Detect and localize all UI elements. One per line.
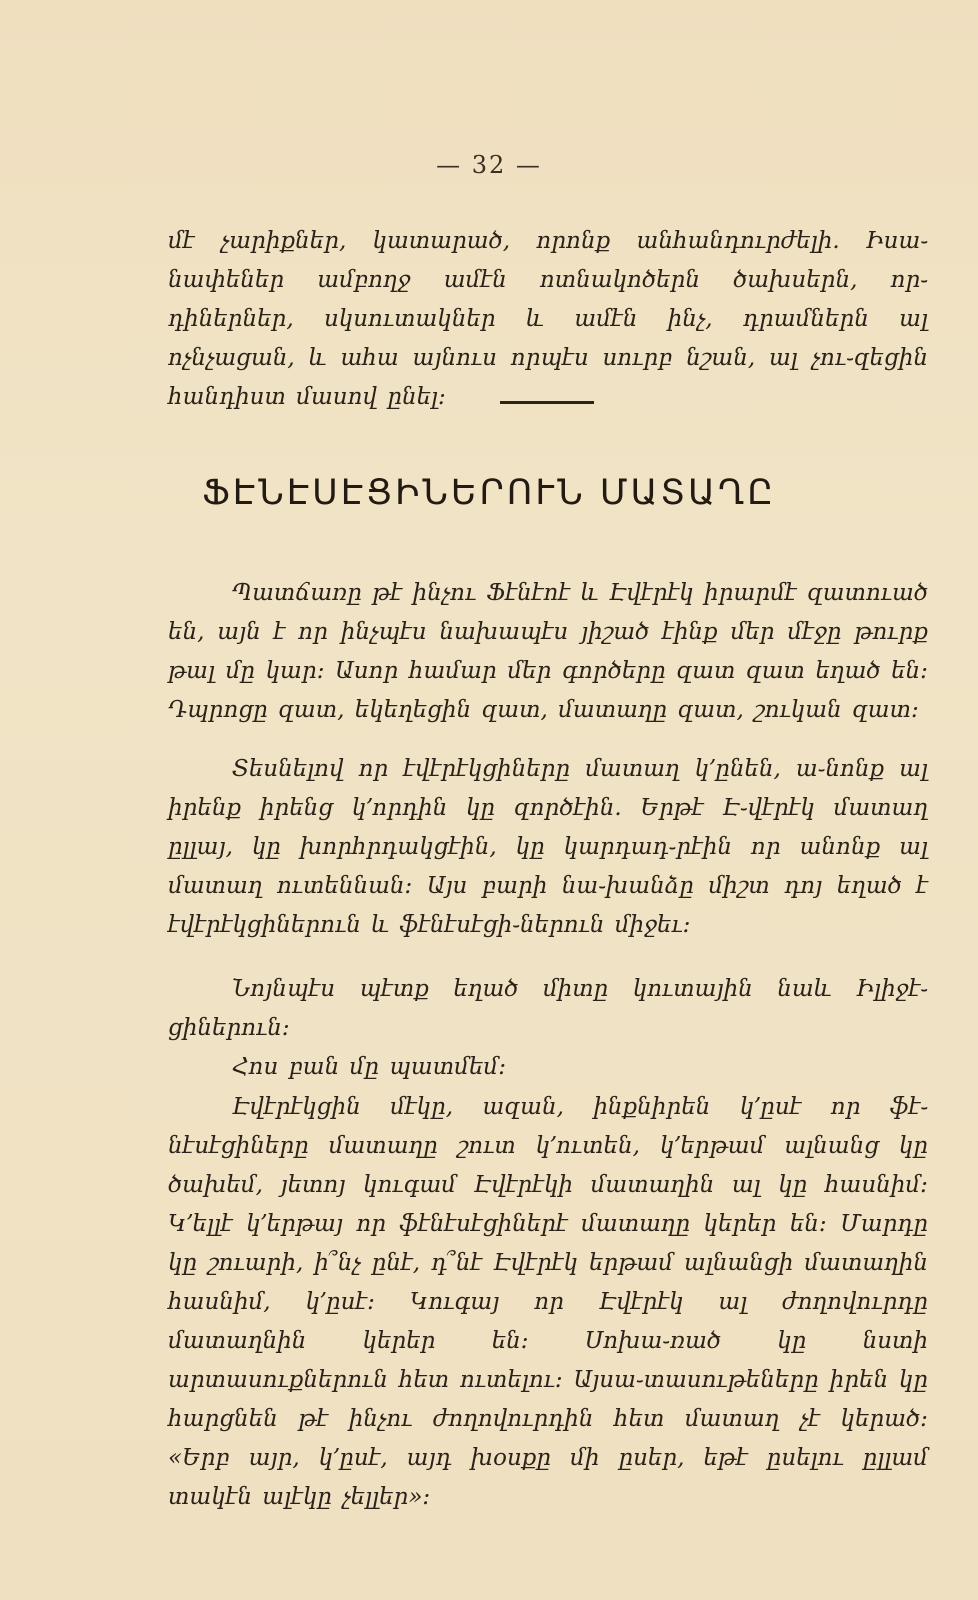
- section-divider: [500, 401, 594, 404]
- paragraph-4: Հոս բան մը պատմեմ։: [232, 1054, 507, 1080]
- section-heading: ՖԷՆԷՍԷՑԻՆԵՐՈՒՆ ՄԱՏԱՂԸ: [202, 473, 776, 513]
- intro-paragraph: մէ չարիքներ, կատարած, որոնք անհանդուրժելի. Իսա֊նափեներ ամբողջ ամէն ոտնակոծերն ծախսերն, որ֊դիներներ, սկսուտակներ և ամէն ինչ, դրամներն ալ ոչնչացան, և ահա այնուս որպէս սուրբ նշան, ալ չու֊զեցին հանդիստ մասով ընել։: [168, 228, 928, 410]
- paragraph-1: Պատճառը թէ ինչու Ֆէնէոէ և Էվէրէկ իրարմէ զատուած են, այն է որ ինչպէս նախապէս յիշած էինք մեր մէջը թուրք թալ մը կար։ Ասոր համար մեր գործերը զատ զատ եղած են։ Դպրոցը զատ, եկեղեցին զատ, մատաղը զատ, շուկան զատ։: [168, 580, 928, 723]
- page-number: — 32 —: [436, 151, 542, 179]
- paragraph-2: Տեսնելով որ էվէրէկցիները մատաղ կ՚ընեն, ա֊նոնք ալ իրենք իրենց կ՚որդին կը զործէին. Երթէ Է֊վէրէկ մատաղ ըլլայ, կը խորհրդակցէին, կը կարդադ֊րէին որ անոնք ալ մատաղ ուտեննան։ Այս բարի նա֊խանձը միշտ դոյ եղած է էվէրէկցիներուն և ֆէնէսէցի֊ներուն միջեւ։: [168, 756, 928, 938]
- paragraph-3: Նոյնպէս պէտք եղած միտը կուտային նաև Իլիջէ֊ցիներուն։: [168, 976, 928, 1041]
- paragraph-5: Էվէրէկցին մէկը, ազան, ինքնիրեն կ՚ըսէ որ ֆէ֊նէսէցիները մատաղը շուտ կ՚ուտեն, կ՚երթամ ալնանց կը ծախեմ, յետոյ կուգամ Էվէրէկի մատաղին ալ կը հասնիմ։ Կ՚ելլէ կ՚երթայ որ ֆէնէսէցիներէ մատաղը կերեր են։ Մարդը կը շուարի, ի՞նչ ընէ, դ՞նէ Էվէրէկ երթամ ալնանցի մատաղին հասնիմ, կ՚ըսէ։ Կուգայ որ Էվէրէկ ալ ժողովուրդը մատաղնին կերեր են։ Սոխա֊ռած կը նստի արտասուքներուն հետ ուտելու։ Այսա֊տասութեները իրեն կը հարցնեն թէ ինչու ժողովուրդին հետ մատաղ չէ կերած։ «Երբ այր, կ՚ըսէ, այդ խօսքը մի ըսեր, եթէ ըսելու ըլլամ տակէն ալէկը չելլեր»։: [168, 1094, 928, 1510]
